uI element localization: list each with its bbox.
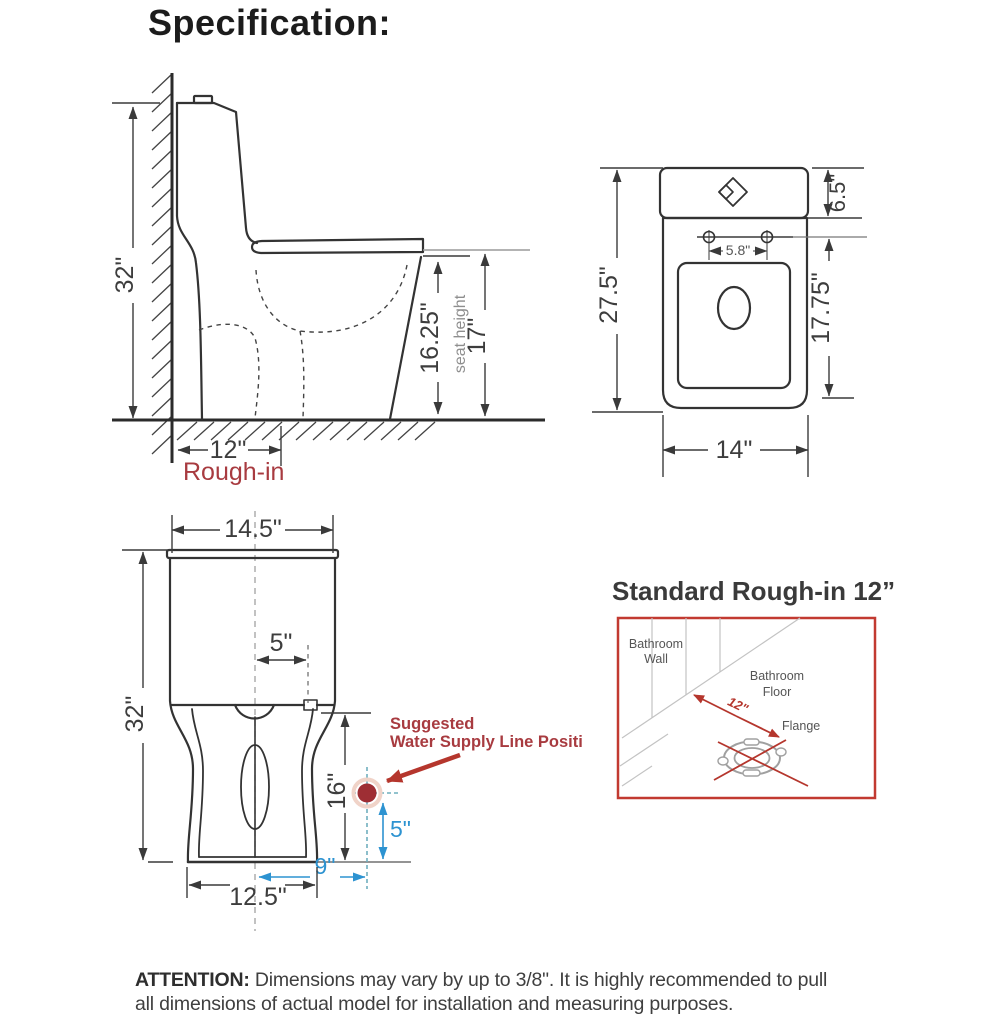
seat-opening: [678, 263, 790, 388]
top-view-diagram: [575, 138, 895, 488]
dim-bowl-rim-height-label: 16.25": [416, 302, 444, 373]
attention-label: ATTENTION:: [135, 969, 250, 991]
side-view-diagram: [95, 58, 555, 488]
dim-bolt-spacing: [709, 242, 767, 260]
attention-line1: Dimensions may vary by up to 3/8". It is highly recommended to pull: [255, 969, 827, 991]
toilet-top-outline: [660, 168, 808, 408]
body-left-edge: [170, 558, 193, 862]
dim-overall-depth: [592, 168, 663, 412]
wall-label-line2: Wall: [644, 652, 668, 666]
tank-top: [660, 168, 808, 218]
dim-supply-up: [383, 803, 411, 859]
flange-label: Flange: [782, 719, 820, 733]
seat-outline: [252, 239, 423, 253]
dim-supply-up-label: 5": [390, 816, 411, 842]
supply-note: [387, 715, 583, 781]
dim-tank-depth-label: 6.5": [825, 174, 850, 212]
toilet-side-outline: [177, 96, 530, 419]
supply-note-line1: Suggested: [390, 715, 474, 733]
attention-line2: all dimensions of actual model for installation and measuring purposes.: [135, 993, 733, 1015]
dim-overall-height-side-label: 32": [111, 257, 139, 294]
seat-height-text: seat height: [452, 294, 469, 373]
dim-supply-right-label: 9": [315, 853, 336, 879]
dim-width: [663, 415, 808, 477]
dim-bolt-spacing-label: 5.8": [726, 242, 750, 258]
rough-in-heading: Standard Rough-in 12”: [612, 576, 895, 607]
dim-base-width-label: 12.5": [229, 883, 287, 911]
dim-overall-depth-label: 27.5": [595, 266, 623, 324]
dim-width-label: 14": [716, 436, 753, 464]
dim-supply-offset: [257, 629, 308, 703]
tank-lid-front: [167, 550, 338, 558]
brand-diamond-icon: [719, 178, 747, 206]
tank-outline: [177, 103, 257, 243]
rough-in-diagram: [610, 608, 900, 808]
dim-seat-height: [463, 254, 491, 416]
page-title: Specification:: [148, 2, 391, 44]
floor-label-line1: Bathroom: [750, 669, 804, 683]
supply-inlet-square: [304, 700, 317, 710]
dim-tank-width-label: 14.5": [224, 515, 282, 543]
dim-bowl-rim-height: [416, 262, 444, 414]
flush-valve-hole: [718, 287, 750, 329]
toilet-front-outline: [167, 550, 338, 862]
floor-label-line2: Floor: [763, 685, 791, 699]
dim-bowl-depth-label: 17.75": [807, 272, 835, 343]
dim-tank-depth: [808, 168, 864, 218]
dim-bowl-depth: [793, 237, 867, 398]
attention-note: [135, 968, 925, 1017]
dim-rough-in-panel-label: 12": [725, 694, 751, 717]
dim-overall-height-front-label: 32": [121, 696, 149, 733]
supply-point-dot: [358, 784, 377, 803]
wall: [152, 73, 172, 463]
dim-supply-offset-label: 5": [270, 629, 293, 657]
dim-base-width: [187, 867, 317, 911]
floor: [112, 420, 545, 440]
dim-tank-width: [172, 515, 333, 553]
dim-rough-in-side-label: 12": [210, 436, 247, 464]
wall-label-line1: Bathroom: [629, 637, 683, 651]
dim-overall-height-front: [121, 550, 173, 862]
dim-supply-height-label: 16": [323, 773, 351, 810]
front-view-diagram: [95, 503, 585, 935]
rough-in-text: Rough-in: [183, 458, 284, 486]
supply-note-arrow: [387, 755, 460, 781]
wall-hatching: [152, 74, 172, 454]
trap-dashed-lines: [199, 265, 407, 418]
dim-seat-height-label: 17": [463, 318, 491, 355]
supply-note-line2: Water Supply Line Positi: [390, 733, 583, 751]
base-left-edge: [177, 103, 202, 419]
